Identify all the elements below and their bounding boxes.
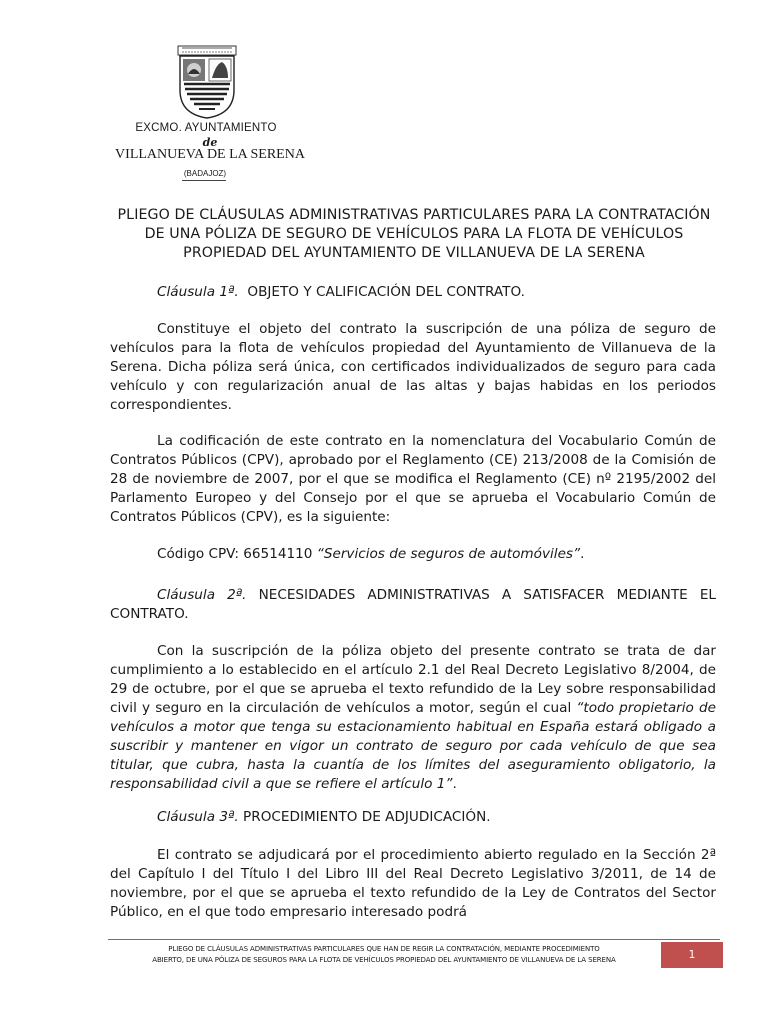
paragraph-object: Constituye el objeto del contrato la suscripción de una póliza de seguro de vehículos para la flota de vehículos propiedad del Ayuntamiento de Villanueva de la Serena. Dicha póliza será única, con certificados individualizados de seguro para cada vehículo y con regularización anual de las altas y bajas habidas en los periodos correspondientes. [110, 321, 716, 413]
document-title: PLIEGO DE CLÁUSULAS ADMINISTRATIVAS PARTICULARES PARA LA CONTRATACIÓN DE UNA PÓLIZA DE SEGURO DE VEHÍCULOS PARA LA FLOTA DE VEHÍCULOS PROPIEDAD DEL AYUNTAMIENTO DE VILLANUEVA DE LA SERENA [117, 207, 711, 261]
clause-3-heading [157, 808, 491, 827]
footer-line2: ABIERTO, DE UNA PÓLIZA DE SEGUROS PARA LA FLOTA DE VEHÍCULOS PROPIEDAD DEL AYUNTAMIENTO DE VILLANUEVA DE LA SERENA [152, 955, 616, 964]
clause-1-label: Cláusula 1ª. [157, 284, 239, 300]
paragraph-needs-text: Con la suscripción de la póliza objeto del presente contrato se trata de dar cumplimiento a lo establecido en el artículo 2.1 del Real Decreto Legislativo 8/2004, de 29 de octubre, por el que se aprueba el texto refundido de la Ley sobre responsabilidad civil y seguro en la circulación de vehículos a motor, según el cual [110, 643, 716, 716]
letterhead [100, 122, 320, 181]
paragraph-procedure: El contrato se adjudicará por el procedimiento abierto regulado en la Sección 2ª del Capítulo I del Título I del Libro III del Real Decreto Legislativo 3/2011, de 14 de noviembre, por el que se aprueba el texto refundido de la Ley de Contratos del Sector Público, en el que todo empresario interesado podrá [110, 847, 716, 920]
paragraph-needs-quote: “todo propietario de vehículos a motor que tenga su estacionamiento habitual en España estará obligado a suscribir y mantener en vigor un contrato de seguro por cada vehículo de que sea titular, que cubra, hasta la cuantía de los límites del aseguramiento obligatorio, la responsabilidad civil a que se refiere el artículo 1” [110, 700, 716, 792]
paragraph-needs-end: . [452, 776, 457, 792]
letterhead-line1: EXCMO. AYUNTAMIENTO [135, 122, 277, 134]
clause-2-label: Cláusula 2ª. [157, 587, 247, 603]
clause-3-title: PROCEDIMIENTO DE ADJUDICACIÓN. [243, 809, 491, 825]
page-number: 1 [661, 942, 723, 968]
paragraph-cpv-codification: La codificación de este contrato en la nomenclatura del Vocabulario Común de Contratos Públicos (CPV), aprobado por el Reglamento (CE) 213/2008 de la Comisión de 28 de noviembre de 2007, por el que se modifica el Reglamento (CE) nº 2195/2002 del Parlamento Europeo y del Consejo por el que se aprueba el Vocabulario Común de Contratos Públicos (CPV), es la siguiente: [110, 433, 716, 525]
page-footer [110, 944, 658, 965]
letterhead-province: (BADAJOZ) [183, 169, 227, 178]
cpv-label: Código CPV: 66514110 [157, 546, 317, 562]
cpv-end: . [580, 546, 585, 562]
letterhead-town: VILLANUEVA DE LA SERENA [115, 147, 305, 162]
coat-of-arms-icon [172, 44, 242, 120]
letterhead-de: de [202, 136, 218, 149]
footer-line1: PLIEGO DE CLÁUSULAS ADMINISTRATIVAS PARTICULARES QUE HAN DE REGIR LA CONTRATACIÓN, MEDIANTE PROCEDIMIENTO [168, 945, 600, 953]
clause-1-heading [157, 283, 525, 302]
clause-2-title: NECESIDADES ADMINISTRATIVAS A SATISFACER MEDIANTE EL CONTRATO. [110, 587, 717, 622]
clause-1-title: OBJETO Y CALIFICACIÓN DEL CONTRATO. [247, 284, 525, 300]
clause-3-label: Cláusula 3ª. [157, 809, 239, 825]
clause-2-heading [110, 586, 716, 624]
footer-divider [108, 939, 720, 940]
cpv-description: “Servicios de seguros de automóviles” [316, 546, 581, 562]
paragraph-needs [110, 642, 716, 794]
letterhead-divider [182, 180, 226, 181]
cpv-code-line [157, 545, 584, 564]
